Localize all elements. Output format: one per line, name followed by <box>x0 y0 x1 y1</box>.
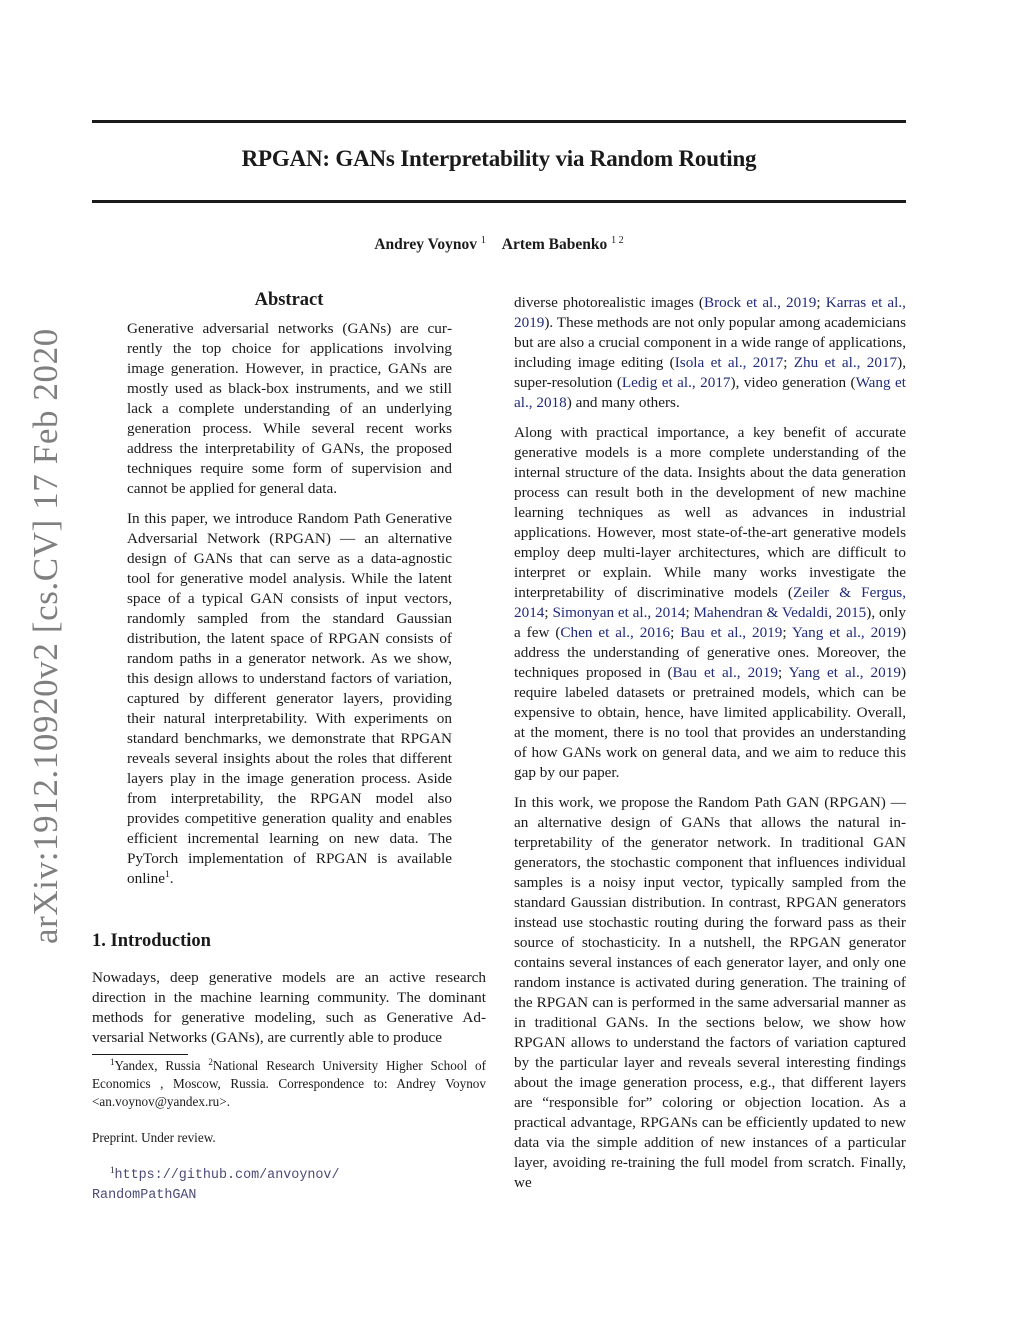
abstract-paragraph: Generative adversarial networks (GANs) are currently the top choice for applications involving image generation. However, in practice, GANs are mostly used as black-box instruments, and we still lack a complete understanding of an underlying generation process. While several recent works address the interpretability of GANs, the proposed techniques require some form of supervision and cannot be applied for general data. <box>127 320 452 497</box>
citation-link[interactable]: Simonyan et al., 2014 <box>552 604 686 621</box>
text-run: ; <box>544 604 553 621</box>
footnote-rule <box>92 1054 188 1055</box>
url-line: https://github.com/anvoynov/ <box>114 1168 340 1183</box>
section-heading-introduction: 1. Introduction <box>92 931 211 951</box>
citation-link[interactable]: Mahendran & Vedaldi, 2015 <box>693 604 867 621</box>
affiliation-text: National Research University Higher School of Economics , Moscow, Russia. Correspondence to: Andrey Voynov <an.voynov@yandex.ru>. <box>92 1058 486 1109</box>
arxiv-identifier-stamp: arXiv:1912.10920v2 [cs.CV] 17 Feb 2020 <box>26 328 65 944</box>
author <box>502 236 624 254</box>
citation-link[interactable]: Isola et al., 2017 <box>674 354 784 371</box>
citation-link[interactable]: Zhu et al., 2017 <box>793 354 898 371</box>
introduction-paragraph: Nowadays, deep generative models are an active research direction in the machine learning community. The dominant methods for generative modeling, such as Generative Adversarial Networks (GANs), are currently able to produce <box>92 969 486 1046</box>
affiliation-footnote <box>92 1057 486 1111</box>
citation-link[interactable]: Brock et al., 2019 <box>703 294 817 311</box>
text-run: diverse photorealistic images ( <box>514 294 704 311</box>
text-run: ) address the understanding of generative ones. Moreover, the techniques proposed in ( <box>514 624 907 681</box>
citation-link[interactable]: Bau et al., 2019 <box>680 624 783 641</box>
author <box>374 236 486 254</box>
citation-link[interactable]: Wang et al., 2018 <box>514 374 907 411</box>
footnote-mark: 1 <box>110 1057 115 1067</box>
code-url-footnote <box>92 1165 486 1205</box>
author-name: Artem Babenko <box>501 236 608 253</box>
text-run: ; <box>782 624 792 641</box>
right-column <box>514 293 906 1203</box>
left-column <box>92 290 486 1203</box>
url-line: RandomPathGAN <box>92 1188 197 1203</box>
text-run: ), only a few ( <box>514 604 906 641</box>
footnotes <box>92 1057 486 1205</box>
text-run: ; <box>783 354 794 371</box>
text-run: ) and many others. <box>566 394 680 411</box>
abstract-paragraph-text: In this paper, we introduce Random Path Generative Adversarial Network (RPGAN) — an alternative design of GANs that can serve as a data-agnostic tool for generative model analysis. While the latent space of a typical GAN consists of input vectors, randomly sampled from the standard Gaussian distribution, the latent space of RPGAN consists of random paths in a generator network. As we show, this design allows to understand factors of variation, captured by different generator layers, providing their natural interpretability. With experiments on standard benchmarks, we demonstrate that RPGAN reveals several insights about the roles that different layers play in the image generation process. Aside from interpretability, the RPGAN model also provides competitive generation quality and enables efficient incremental learning on new data. The PyTorch implementation of RPGAN is available online <box>127 510 452 887</box>
citation-link[interactable]: Yang et al., 2019 <box>791 624 901 641</box>
text-run: ; <box>777 664 789 681</box>
introduction-paragraph: In this work, we propose the Random Path GAN (RPGAN) — an alternative design of GANs that allows the natural interpretability of the generator network. In traditional GAN generators, the stochastic component that influences individual samples is a noisy input vector, typically sampled from the standard Gaussian distribution. In contrast, RPGAN generators instead use stochastic routing during the forward pass as their source of stochasticity. In a nutshell, the RPGAN generator contains several instances of each generator layer, and only one random instance is activated during generation. The training of the RPGAN can is performed in the same adversarial manner as in traditional GANs. In the sections below, we show how RPGAN allows to understand the factors of variation captured by the particular layer and reveals several interesting findings about the image generation process, e.g., that different layers are “responsible for” coloring or objection location. As a practical advantage, RPGANs can be efficiently updated to new data via the simple addition of new instances of a particular layer, avoiding re-training the full model from scratch. Finally, we <box>514 794 906 1191</box>
citation-link[interactable]: Ledig et al., 2017 <box>621 374 731 391</box>
text-run: ), super-resolution ( <box>514 354 906 391</box>
author-list <box>92 236 906 254</box>
affiliation-text: Yandex, Russia <box>114 1058 209 1073</box>
abstract <box>127 319 452 889</box>
abstract-paragraph-end: . <box>169 870 174 887</box>
author-affiliation-mark: 1 <box>480 235 486 246</box>
author-affiliation-mark: 1 2 <box>611 235 624 246</box>
citation-link[interactable]: Karras et al., 2019 <box>514 294 906 331</box>
abstract-heading: Abstract <box>254 290 324 310</box>
text-run: Along with practical importance, a key benefit of accurate generative models is a more complete understanding of the internal structure of the data. Insights about the data generation process can result both in the development of new machine learning techniques as well as advances in industrial applications. However, most state-of-the-art generative models employ deep multi-layer architectures, which are difficult to interpret or explain. While many works investigate the interpretability of discriminative models ( <box>514 424 906 601</box>
text-run: ; <box>670 624 681 641</box>
text-run: ), video generation ( <box>730 374 856 391</box>
preprint-notice: Preprint. Under review. <box>92 1130 216 1145</box>
text-run: ; <box>816 294 826 311</box>
author-name: Andrey Voynov <box>374 236 478 253</box>
citation-link[interactable]: Yang et al., 2019 <box>788 664 901 681</box>
title-bottom-rule <box>92 200 906 203</box>
github-url-link[interactable] <box>92 1168 340 1203</box>
footnote-mark: 2 <box>208 1057 213 1067</box>
abstract-paragraph <box>127 509 452 889</box>
citation-link[interactable]: Bau et al., 2019 <box>672 664 778 681</box>
introduction-paragraph <box>514 423 906 783</box>
citation-link[interactable]: Chen et al., 2016 <box>560 624 671 641</box>
title-top-rule <box>92 120 906 123</box>
introduction-paragraph <box>514 293 906 413</box>
footnote-mark[interactable]: 1 <box>164 870 170 880</box>
text-run: ) require labeled datasets or pretrained models, which can be expensive to obtain, hence, have limited applicability. Overall, at the moment, there is no tool that provides an understanding of how GANs work on general data, and we aim to reduce this gap by our paper. <box>514 664 906 781</box>
footnote-mark: 1 <box>110 1165 115 1175</box>
citation-link[interactable]: Zeiler & Fergus, 2014 <box>514 584 907 621</box>
paper-title: RPGAN: GANs Interpretability via Random Routing <box>241 146 757 171</box>
text-run: ). These methods are not only popular among academicians but are also a crucial component in a wide range of applications, including image editing ( <box>514 314 906 371</box>
text-run: ; <box>685 604 694 621</box>
